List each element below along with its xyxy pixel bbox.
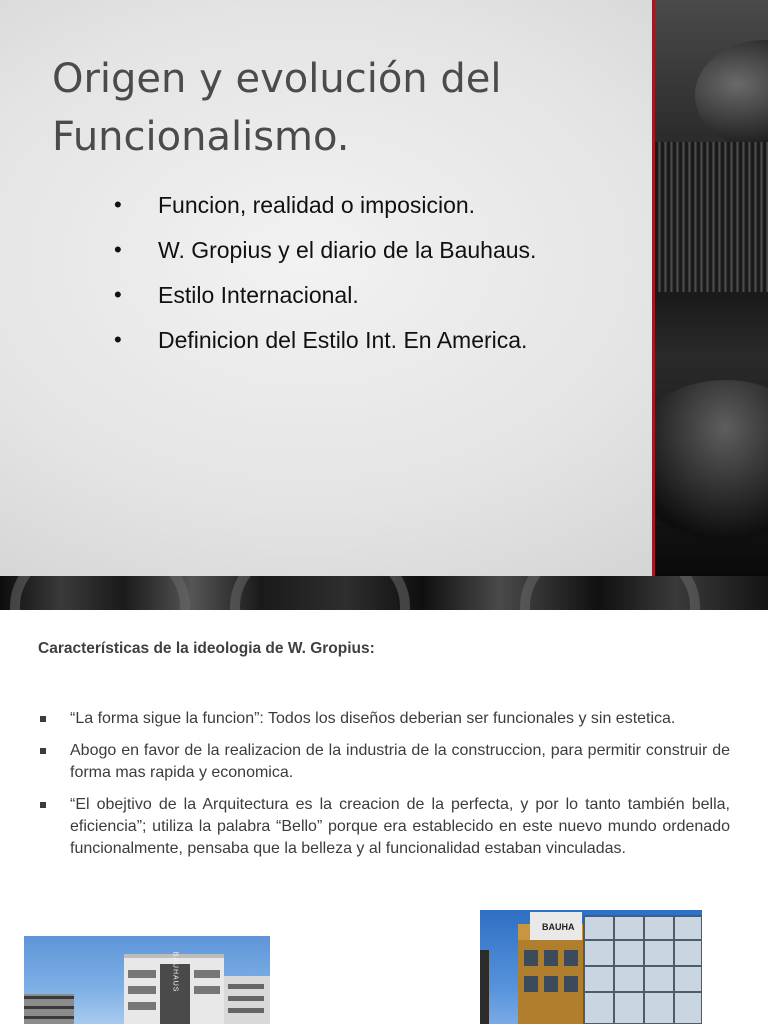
bullet-icon: • <box>114 282 122 307</box>
list-item-text: Definicion del Estilo Int. En America. <box>158 327 528 353</box>
bauhaus-building-photo <box>24 936 270 1024</box>
list-item <box>112 274 652 319</box>
list-item <box>112 229 652 274</box>
slide-title-line-2: Funcionalismo. <box>52 114 350 160</box>
slide-title-line-1: Origen y evolución del <box>52 56 502 102</box>
decorative-ring <box>10 576 190 610</box>
decorative-curve <box>695 40 768 150</box>
list-item-text: Funcion, realidad o imposicion. <box>158 192 476 218</box>
decorative-image-band <box>0 576 768 610</box>
decorative-image-panel <box>655 0 768 576</box>
list-item <box>40 740 730 784</box>
slide-title <box>52 50 632 166</box>
decorative-ring <box>230 576 410 610</box>
decorative-stripes <box>655 142 768 292</box>
slide-2-bullet-list <box>40 708 730 870</box>
decorative-ring <box>520 576 700 610</box>
list-item-text: “El obejtivo de la Arquitectura es la creacion de la perfecta, y por lo tanto también bella, eficiencia”; utiliza la palabra “Bello” porque era establecido en este nuevo mundo ordenado funcionalmente, pensaba que la belleza y al funcionalidad estaban vinculadas. <box>70 796 730 857</box>
slide-1-bullet-list <box>112 184 652 364</box>
square-bullet-icon <box>40 716 46 722</box>
bullet-icon: • <box>114 327 122 352</box>
list-item-text: Estilo Internacional. <box>158 282 359 308</box>
bullet-icon: • <box>114 237 122 262</box>
list-item <box>112 184 652 229</box>
decorative-curve <box>655 380 768 540</box>
list-item-text: “La forma sigue la funcion”: Todos los diseños deberian ser funcionales y sin estetica. <box>70 710 676 727</box>
square-bullet-icon <box>40 802 46 808</box>
section-heading: Características de la ideologia de W. Gropius: <box>38 640 375 657</box>
square-bullet-icon <box>40 748 46 754</box>
bullet-icon: • <box>114 192 122 217</box>
bauhaus-building-illustration <box>480 910 702 1024</box>
bauhaus-building-illustration <box>24 936 270 1024</box>
list-item <box>112 319 652 364</box>
bauhaus-building-photo <box>480 910 702 1024</box>
list-item-text: W. Gropius y el diario de la Bauhaus. <box>158 237 537 263</box>
building-sign-text: BAUHA <box>542 922 575 932</box>
list-item-text: Abogo en favor de la realizacion de la industria de la construccion, para permitir construir de forma mas rapida y economica. <box>70 742 730 781</box>
building-sign-text: BAUHAUS <box>171 951 179 993</box>
slide-2 <box>0 610 768 1024</box>
list-item <box>40 708 730 730</box>
list-item <box>40 794 730 860</box>
